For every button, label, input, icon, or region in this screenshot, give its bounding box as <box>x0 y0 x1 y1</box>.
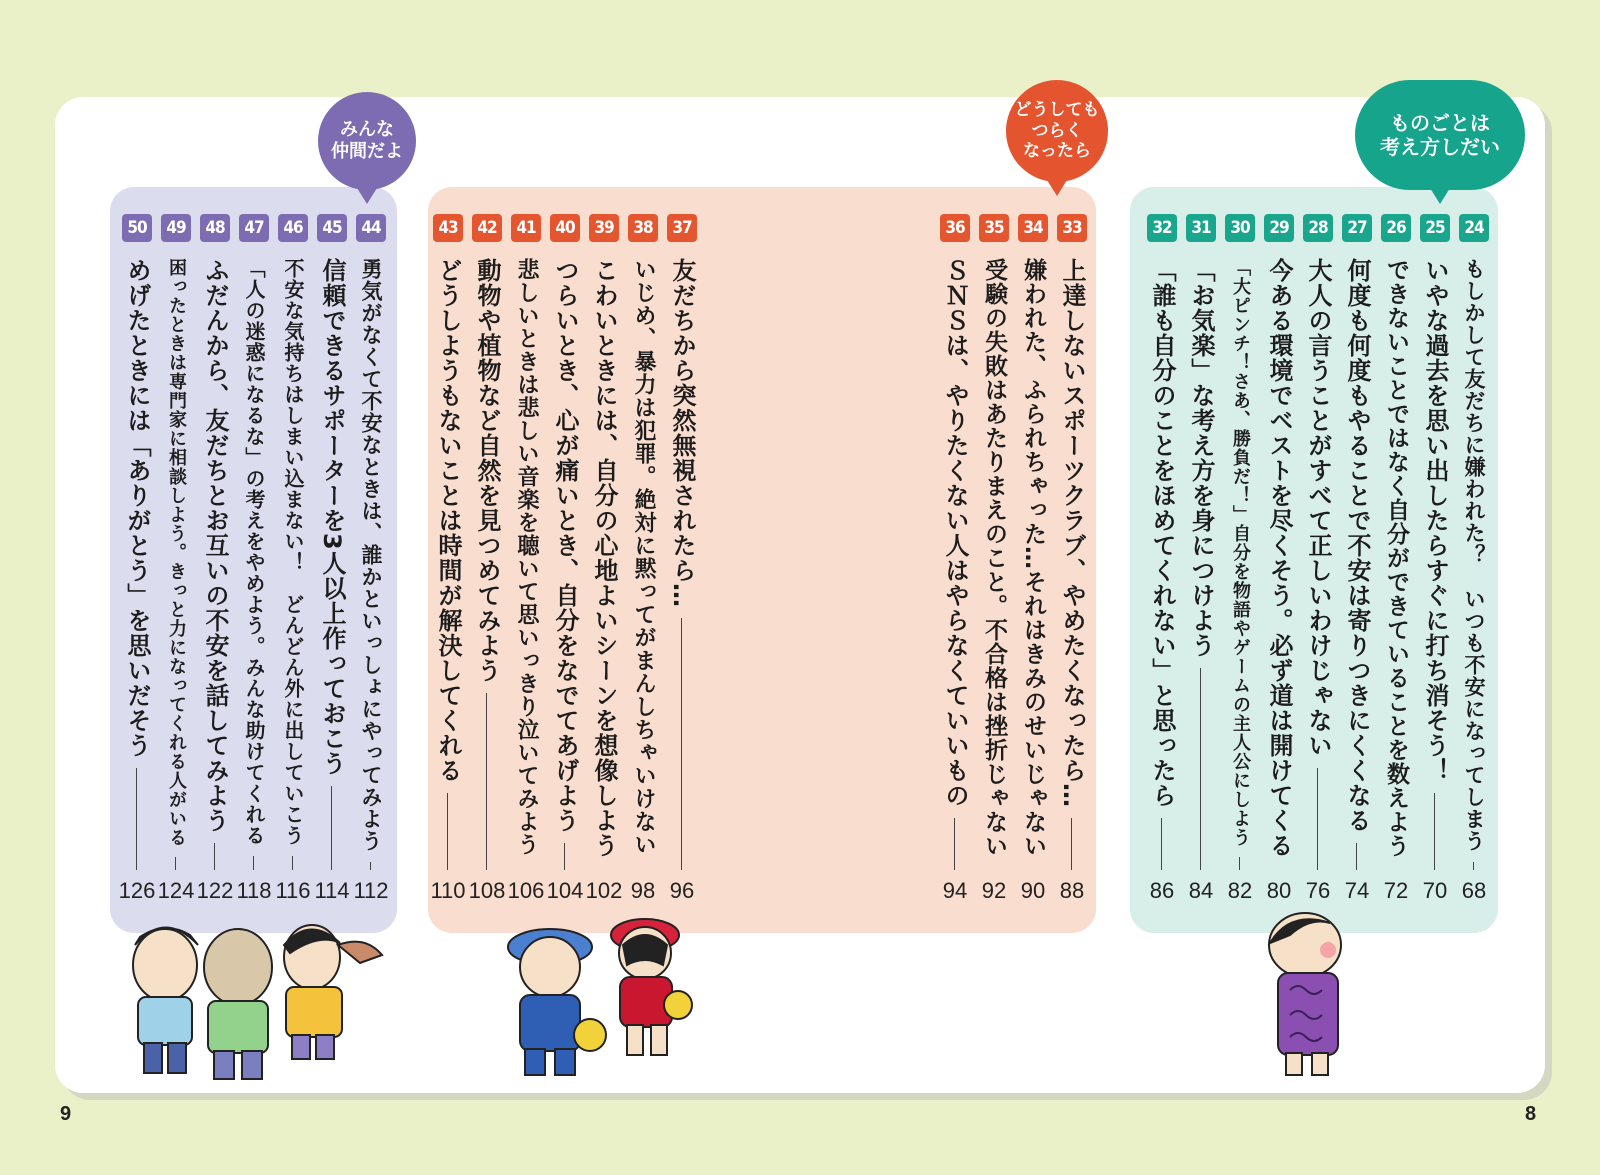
entry-title: もしかして友だちに嫌われた？ いつも不安になってしまう <box>1462 258 1486 852</box>
entry-number: 36 <box>940 214 970 242</box>
section-tag-green <box>1355 80 1525 190</box>
entry-number: 38 <box>628 214 658 242</box>
entry-number: 37 <box>667 214 697 242</box>
leader-line <box>954 818 955 870</box>
entry-number: 26 <box>1381 214 1411 242</box>
toc-entry[interactable] <box>507 214 545 924</box>
toc-entry[interactable] <box>1299 214 1337 924</box>
toc-entry[interactable] <box>1260 214 1298 924</box>
entry-title: 「誰も自分のことをほめてくれない」と思ったら <box>1148 258 1176 808</box>
entry-page: 106 <box>507 878 545 903</box>
entry-title: 動物や植物など自然を見つめてみよう <box>473 258 501 683</box>
entry-number: 44 <box>356 214 386 242</box>
toc-entry[interactable] <box>663 214 701 924</box>
entry-title: 「お気楽」な考え方を身につけよう <box>1187 258 1215 658</box>
entry-title: 困ったときは専門家に相談しよう。きっと力になってくれる人がいる <box>166 258 187 847</box>
leader-line <box>370 862 371 870</box>
entry-number: 28 <box>1303 214 1333 242</box>
leader-line <box>1200 668 1201 870</box>
entry-page: 114 <box>314 878 350 903</box>
entry-title: ふだんから、友だちとお互いの不安を話してみよう <box>201 258 229 833</box>
tag-line: つらく <box>1031 120 1083 141</box>
leader-line <box>1161 818 1162 870</box>
entry-number: 29 <box>1264 214 1294 242</box>
entry-number: 32 <box>1147 214 1177 242</box>
tag-line: 考え方しだい <box>1380 135 1500 159</box>
toc-entry[interactable] <box>352 214 390 924</box>
toc-entry[interactable] <box>196 214 234 924</box>
entry-number: 35 <box>979 214 1009 242</box>
entry-number: 42 <box>472 214 502 242</box>
entry-title: ＳＮＳは、やりたくない人はやらなくていいもの <box>941 258 969 808</box>
tag-line: ものごとは <box>1390 111 1490 135</box>
page-number-right: 8 <box>1525 1103 1537 1125</box>
entry-number: 45 <box>317 214 347 242</box>
leader-line <box>175 857 176 870</box>
entry-page: 118 <box>236 878 272 903</box>
entry-page: 70 <box>1422 878 1448 903</box>
leader-line <box>214 843 215 870</box>
entry-number: 31 <box>1186 214 1216 242</box>
entry-title: 嫌われた、ふられちゃった…それはきみのせいじゃない <box>1020 258 1046 858</box>
leader-line <box>292 856 293 870</box>
toc-entry[interactable] <box>274 214 312 924</box>
leader-line <box>136 768 137 870</box>
entry-page: 76 <box>1305 878 1331 903</box>
entry-page: 102 <box>585 878 623 903</box>
entry-title: つらいとき、心が痛いとき、自分をなでてあげよう <box>551 258 579 833</box>
entry-title: いじめ、暴力は犯罪。絶対に黙ってがまんしちゃいけない <box>631 258 656 856</box>
leader-line <box>681 618 682 870</box>
entry-number: 48 <box>200 214 230 242</box>
entry-page: 112 <box>353 878 389 903</box>
entry-title: 何度も何度もやることで不安は寄りつきにくくなる <box>1343 258 1371 833</box>
leader-line <box>1239 857 1240 870</box>
leader-line <box>1473 862 1474 870</box>
tag-line: どうしても <box>1014 100 1100 121</box>
leader-line <box>1071 818 1072 870</box>
kids-illustration <box>495 905 705 1090</box>
entry-number: 47 <box>239 214 269 242</box>
tag-line: 仲間だよ <box>331 141 403 162</box>
entry-number: 27 <box>1342 214 1372 242</box>
leader-line <box>486 693 487 870</box>
entry-number: 46 <box>278 214 308 242</box>
entry-title: 今ある環境でベストを尽くそう。必ず道は開けてくる <box>1265 258 1293 858</box>
toc-entry[interactable] <box>975 214 1013 924</box>
entry-page: 84 <box>1188 878 1214 903</box>
leader-line <box>331 786 332 870</box>
entry-number: 39 <box>589 214 619 242</box>
leader-line <box>253 856 254 870</box>
toc-entry[interactable] <box>546 214 584 924</box>
section-tag-orange <box>1006 80 1108 182</box>
entry-page: 90 <box>1020 878 1046 903</box>
entry-title: 信頼できるサポーターを3人以上作っておこう <box>318 258 346 776</box>
toc-entry[interactable] <box>585 214 623 924</box>
toc-entry[interactable] <box>313 214 351 924</box>
toc-entry[interactable] <box>1377 214 1415 924</box>
entry-page: 124 <box>157 878 195 903</box>
leader-line <box>1317 768 1318 870</box>
entry-number: 24 <box>1459 214 1489 242</box>
entry-number: 49 <box>161 214 191 242</box>
shinnosuke-illustration <box>1250 905 1370 1085</box>
toc-entry[interactable] <box>1143 214 1181 924</box>
entry-page: 110 <box>430 878 466 903</box>
leader-line <box>1356 843 1357 870</box>
entry-page: 86 <box>1149 878 1175 903</box>
toc-entry[interactable] <box>157 214 195 924</box>
entry-title: できないことではなく自分ができていることを数えよう <box>1383 258 1409 858</box>
entry-title: 不安な気持ちはしまい込まない！ どんどん外に出していこう <box>281 258 305 846</box>
entry-page: 80 <box>1266 878 1292 903</box>
toc-entry[interactable] <box>1455 214 1493 924</box>
entry-page: 88 <box>1059 878 1085 903</box>
entry-number: 40 <box>550 214 580 242</box>
entry-title: 勇気がなくて不安なときは、誰かといっしょにやってみよう <box>359 258 383 852</box>
page-number-left: 9 <box>60 1103 72 1125</box>
entry-title: 「人の迷惑になるな」の考えをやめよう。みんな助けてくれる <box>242 258 266 846</box>
entry-page: 126 <box>118 878 156 903</box>
entry-title: どうしようもないことは時間が解決してくれる <box>434 258 462 783</box>
toc-entry[interactable] <box>1053 214 1091 924</box>
entry-number: 33 <box>1057 214 1087 242</box>
toc-entry[interactable] <box>1338 214 1376 924</box>
entry-page: 104 <box>546 878 584 903</box>
toc-entry[interactable] <box>1416 214 1454 924</box>
entry-title: 上達しないスポーツクラブ、やめたくなったら… <box>1058 258 1086 808</box>
entry-number: 50 <box>122 214 152 242</box>
entry-page: 82 <box>1227 878 1253 903</box>
entry-page: 94 <box>942 878 968 903</box>
tag-line: なったら <box>1023 141 1091 162</box>
entry-number: 25 <box>1420 214 1450 242</box>
toc-entry[interactable] <box>624 214 662 924</box>
entry-page: 92 <box>981 878 1007 903</box>
entry-number: 34 <box>1018 214 1048 242</box>
entry-title: 受験の失敗はあたりまえのこと。不合格は挫折じゃない <box>981 258 1007 858</box>
leader-line <box>447 793 448 870</box>
entry-number: 43 <box>433 214 463 242</box>
entry-title: めげたときには「ありがとう」を思いだそう <box>123 258 151 758</box>
children-illustration <box>120 915 390 1090</box>
toc-entry[interactable] <box>1221 214 1259 924</box>
toc-entry[interactable] <box>1182 214 1220 924</box>
entry-number: 41 <box>511 214 541 242</box>
entry-title: 大人の言うことがすべて正しいわけじゃない <box>1304 258 1332 758</box>
entry-page: 122 <box>196 878 234 903</box>
entry-page: 98 <box>630 878 656 903</box>
entry-title: こわいときには、自分の心地よいシーンを想像しよう <box>590 258 618 858</box>
entry-page: 72 <box>1383 878 1409 903</box>
toc-entry[interactable] <box>1014 214 1052 924</box>
entry-title: 「大ピンチ！さあ、勝負だ！」自分を物語やゲームの主人公にしよう <box>1230 258 1251 847</box>
toc-entry[interactable] <box>936 214 974 924</box>
entry-title: いやな過去を思い出したらすぐに打ち消そう！ <box>1421 258 1449 783</box>
toc-entry[interactable] <box>235 214 273 924</box>
entry-page: 74 <box>1344 878 1370 903</box>
leader-line <box>564 843 565 870</box>
entry-page: 108 <box>468 878 506 903</box>
toc-entry[interactable] <box>429 214 467 924</box>
entry-title: 悲しいときは悲しい音楽を聴いて思いっきり泣いてみよう <box>514 258 539 856</box>
toc-entry[interactable] <box>118 214 156 924</box>
entry-page: 68 <box>1461 878 1487 903</box>
entry-title: 友だちから突然無視されたら… <box>668 258 696 608</box>
entry-page: 96 <box>669 878 695 903</box>
leader-line <box>1434 793 1435 870</box>
section-tag-purple <box>318 92 416 190</box>
entry-page: 116 <box>275 878 311 903</box>
entry-number: 30 <box>1225 214 1255 242</box>
tag-line: みんな <box>340 119 394 141</box>
toc-entry[interactable] <box>468 214 506 924</box>
